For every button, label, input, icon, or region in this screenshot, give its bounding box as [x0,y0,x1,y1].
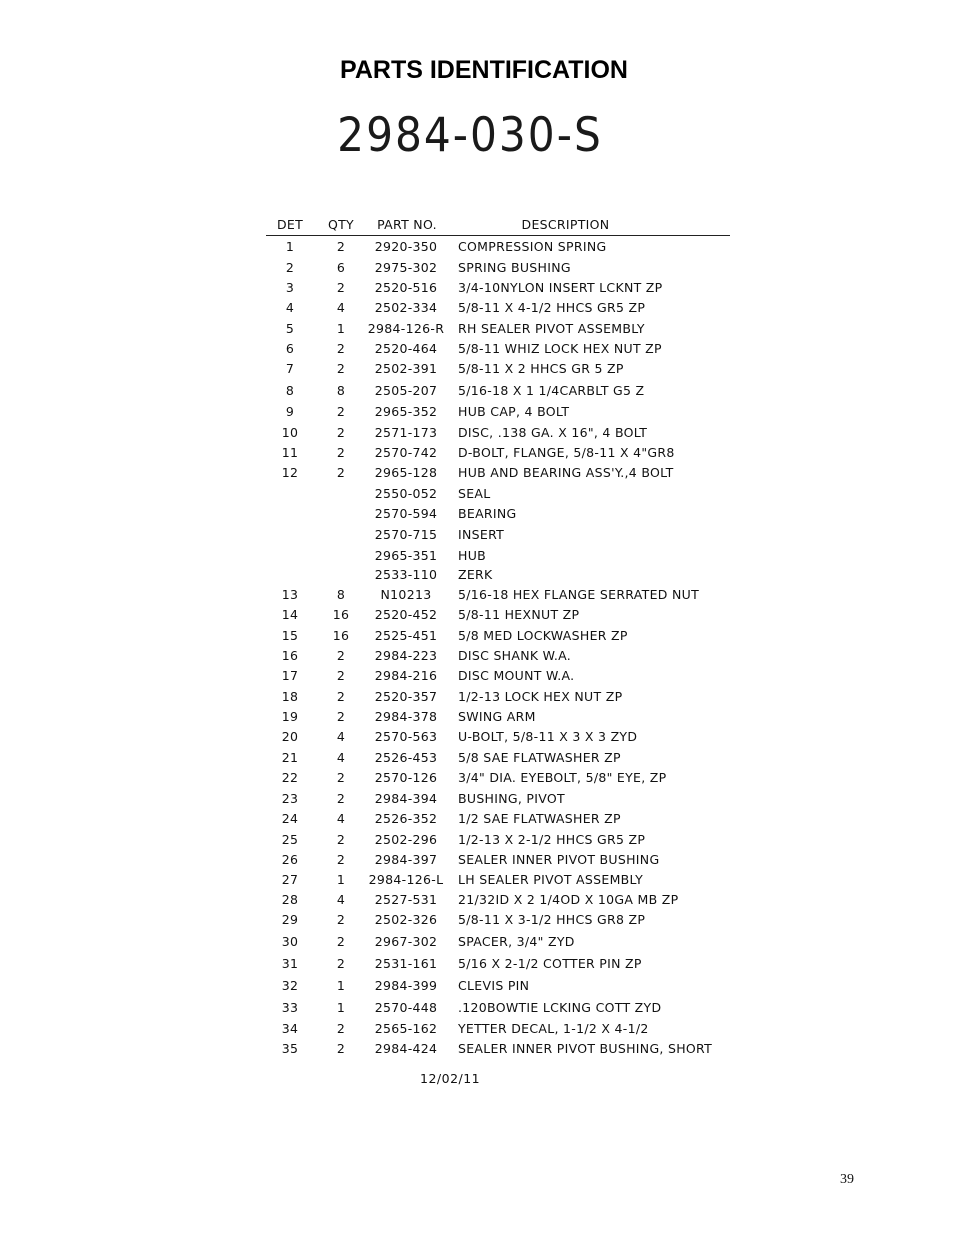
qty-cell: 2 [336,709,346,724]
table-row [266,486,730,504]
table-row [266,791,730,809]
qty-cell: 2 [336,956,346,971]
description-cell: HUB CAP, 4 BOLT [458,404,570,419]
date-stamp: 12/02/11 [420,1071,481,1086]
part-number-cell: 2984-223 [374,648,438,663]
table-row [266,628,730,646]
part-number-cell: 2975-302 [374,260,438,275]
part-number-cell: 2502-391 [374,361,438,376]
table-row [266,383,730,401]
table-row [266,607,730,625]
det-cell: 7 [285,361,295,376]
qty-cell: 2 [336,934,346,949]
part-number-cell: 2533-110 [374,567,438,582]
description-cell: ZERK [458,567,493,582]
description-cell: HUB AND BEARING ASS'Y.,4 BOLT [458,465,674,480]
description-cell: CLEVIS PIN [458,978,530,993]
model-number: 2984-030-S [337,108,603,163]
det-cell: 16 [281,648,299,663]
description-cell: LH SEALER PIVOT ASSEMBLY [458,872,644,887]
qty-cell: 16 [332,628,350,643]
description-cell: D-BOLT, FLANGE, 5/8-11 X 4"GR8 [458,445,675,460]
qty-cell: 2 [336,425,346,440]
page-title: PARTS IDENTIFICATION [340,56,628,84]
part-number-cell: 2984-126-R [367,321,445,336]
part-number-cell: 2570-594 [374,506,438,521]
det-cell: 15 [281,628,299,643]
part-number-cell: 2984-126-L [368,872,444,887]
det-cell: 17 [281,668,299,683]
table-header [266,214,730,236]
part-number-cell: 2984-399 [374,978,438,993]
qty-cell: 2 [336,668,346,683]
part-number-cell: 2520-452 [374,607,438,622]
table-row [266,445,730,463]
header-description: DESCRIPTION [521,217,610,232]
description-cell: 5/8-11 HEXNUT ZP [458,607,580,622]
description-cell: DISC SHANK W.A. [458,648,572,663]
part-number-cell: 2527-531 [374,892,438,907]
table-row [266,280,730,298]
description-cell: SEALER INNER PIVOT BUSHING [458,852,660,867]
qty-cell: 4 [336,300,346,315]
qty-cell: 2 [336,912,346,927]
qty-cell: 8 [336,587,346,602]
table-row [266,1000,730,1018]
part-number-cell: 2984-397 [374,852,438,867]
part-number-cell: 2965-352 [374,404,438,419]
qty-cell: 4 [336,811,346,826]
part-number-cell: 2520-464 [374,341,438,356]
description-cell: U-BOLT, 5/8-11 X 3 X 3 ZYD [458,729,638,744]
table-row [266,300,730,318]
table-row [266,465,730,483]
description-cell: 5/8-11 WHIZ LOCK HEX NUT ZP [458,341,662,356]
description-cell: 5/8-11 X 2 HHCS GR 5 ZP [458,361,624,376]
qty-cell: 2 [336,239,346,254]
part-number-cell: 2984-424 [374,1041,438,1056]
det-cell: 9 [285,404,295,419]
part-number-cell: 2550-052 [374,486,438,501]
table-row [266,321,730,339]
description-cell: SEAL [458,486,491,501]
part-number-cell: 2565-162 [374,1021,438,1036]
qty-cell: 2 [336,1021,346,1036]
det-cell: 19 [281,709,299,724]
page-number: 39 [840,1172,854,1187]
table-row [266,750,730,768]
description-cell: HUB [458,548,487,563]
part-number-cell: 2965-351 [374,548,438,563]
det-cell: 4 [285,300,295,315]
description-cell: RH SEALER PIVOT ASSEMBLY [458,321,645,336]
table-row [266,361,730,379]
qty-cell: 2 [336,832,346,847]
table-row [266,770,730,788]
qty-cell: 4 [336,892,346,907]
qty-cell: 1 [336,872,346,887]
table-row [266,912,730,930]
qty-cell: 2 [336,770,346,785]
table-row [266,506,730,524]
part-number-cell: 2520-516 [374,280,438,295]
description-cell: 5/16 X 2-1/2 COTTER PIN ZP [458,956,642,971]
part-number-cell: 2505-207 [374,383,438,398]
part-number-cell: 2520-357 [374,689,438,704]
table-row [266,978,730,996]
description-cell: 5/16-18 X 1 1/4CARBLT G5 Z [458,383,645,398]
table-row [266,260,730,278]
det-cell: 14 [281,607,299,622]
description-cell: 5/16-18 HEX FLANGE SERRATED NUT [458,587,700,602]
description-cell: SWING ARM [458,709,536,724]
det-cell: 18 [281,689,299,704]
det-cell: 5 [285,321,295,336]
header-det: DET [276,217,304,232]
qty-cell: 6 [336,260,346,275]
table-row [266,934,730,952]
part-number-cell: 2967-302 [374,934,438,949]
parts-table [266,214,730,1056]
det-cell: 20 [281,729,299,744]
table-row [266,709,730,727]
det-cell: 30 [281,934,299,949]
table-row [266,341,730,359]
det-cell: 13 [281,587,299,602]
part-number-cell: 2570-715 [374,527,438,542]
qty-cell: 1 [336,978,346,993]
part-number-cell: 2570-126 [374,770,438,785]
table-row [266,832,730,850]
det-cell: 8 [285,383,295,398]
det-cell: 25 [281,832,299,847]
det-cell: 35 [281,1041,299,1056]
table-row [266,404,730,422]
det-cell: 2 [285,260,295,275]
description-cell: BUSHING, PIVOT [458,791,565,806]
part-number-cell: 2965-128 [374,465,438,480]
table-row [266,668,730,686]
description-cell: 1/2 SAE FLATWASHER ZP [458,811,621,826]
part-number-cell: 2571-173 [374,425,438,440]
det-cell: 32 [281,978,299,993]
det-cell: 1 [285,239,295,254]
det-cell: 31 [281,956,299,971]
table-row [266,648,730,666]
det-cell: 23 [281,791,299,806]
part-number-cell: 2502-296 [374,832,438,847]
description-cell: INSERT [458,527,505,542]
qty-cell: 2 [336,1041,346,1056]
qty-cell: 16 [332,607,350,622]
part-number-cell: 2984-216 [374,668,438,683]
header-part-no: PART NO. [377,217,437,232]
qty-cell: 4 [336,750,346,765]
det-cell: 26 [281,852,299,867]
description-cell: 3/4" DIA. EYEBOLT, 5/8" EYE, ZP [458,770,667,785]
qty-cell: 8 [336,383,346,398]
qty-cell: 2 [336,445,346,460]
table-row [266,527,730,545]
table-row [266,872,730,890]
det-cell: 6 [285,341,295,356]
table-row [266,239,730,257]
table-row [266,956,730,974]
header-qty: QTY [327,217,354,232]
part-number-cell: 2526-453 [374,750,438,765]
det-cell: 11 [281,445,299,460]
qty-cell: 2 [336,361,346,376]
qty-cell: 2 [336,689,346,704]
description-cell: SEALER INNER PIVOT BUSHING, SHORT [458,1041,713,1056]
part-number-cell: 2525-451 [374,628,438,643]
det-cell: 24 [281,811,299,826]
qty-cell: 2 [336,791,346,806]
description-cell: 1/2-13 X 2-1/2 HHCS GR5 ZP [458,832,646,847]
description-cell: COMPRESSION SPRING [458,239,607,254]
description-cell: SPRING BUSHING [458,260,571,275]
description-cell: 5/8-11 X 3-1/2 HHCS GR8 ZP [458,912,646,927]
part-number-cell: 2531-161 [374,956,438,971]
det-cell: 10 [281,425,299,440]
description-cell: DISC, .138 GA. X 16", 4 BOLT [458,425,648,440]
description-cell: DISC MOUNT W.A. [458,668,575,683]
det-cell: 28 [281,892,299,907]
table-row [266,567,730,585]
part-number-cell: N10213 [380,587,432,602]
part-number-cell: 2984-378 [374,709,438,724]
part-number-cell: 2920-350 [374,239,438,254]
description-cell: 5/8 MED LOCKWASHER ZP [458,628,628,643]
table-row [266,892,730,910]
description-cell: YETTER DECAL, 1-1/2 X 4-1/2 [458,1021,649,1036]
qty-cell: 2 [336,465,346,480]
qty-cell: 1 [336,1000,346,1015]
det-cell: 12 [281,465,299,480]
table-row [266,811,730,829]
qty-cell: 2 [336,852,346,867]
det-cell: 29 [281,912,299,927]
description-cell: SPACER, 3/4" ZYD [458,934,575,949]
qty-cell: 4 [336,729,346,744]
det-cell: 21 [281,750,299,765]
description-cell: 5/8 SAE FLATWASHER ZP [458,750,621,765]
table-row [266,852,730,870]
part-number-cell: 2570-448 [374,1000,438,1015]
description-cell: BEARING [458,506,517,521]
part-number-cell: 2526-352 [374,811,438,826]
qty-cell: 1 [336,321,346,336]
det-cell: 3 [285,280,295,295]
part-number-cell: 2502-326 [374,912,438,927]
description-cell: 21/32ID X 2 1/4OD X 10GA MB ZP [458,892,679,907]
description-cell: 5/8-11 X 4-1/2 HHCS GR5 ZP [458,300,646,315]
part-number-cell: 2570-563 [374,729,438,744]
table-row [266,1021,730,1039]
qty-cell: 2 [336,280,346,295]
qty-cell: 2 [336,341,346,356]
description-cell: 3/4-10NYLON INSERT LCKNT ZP [458,280,663,295]
qty-cell: 2 [336,648,346,663]
part-number-cell: 2502-334 [374,300,438,315]
det-cell: 34 [281,1021,299,1036]
table-row [266,587,730,605]
part-number-cell: 2570-742 [374,445,438,460]
det-cell: 33 [281,1000,299,1015]
table-row [266,425,730,443]
det-cell: 27 [281,872,299,887]
table-row [266,689,730,707]
table-row [266,548,730,566]
description-cell: .120BOWTIE LCKING COTT ZYD [458,1000,662,1015]
table-row [266,1041,730,1059]
part-number-cell: 2984-394 [374,791,438,806]
table-row [266,729,730,747]
description-cell: 1/2-13 LOCK HEX NUT ZP [458,689,623,704]
qty-cell: 2 [336,404,346,419]
det-cell: 22 [281,770,299,785]
